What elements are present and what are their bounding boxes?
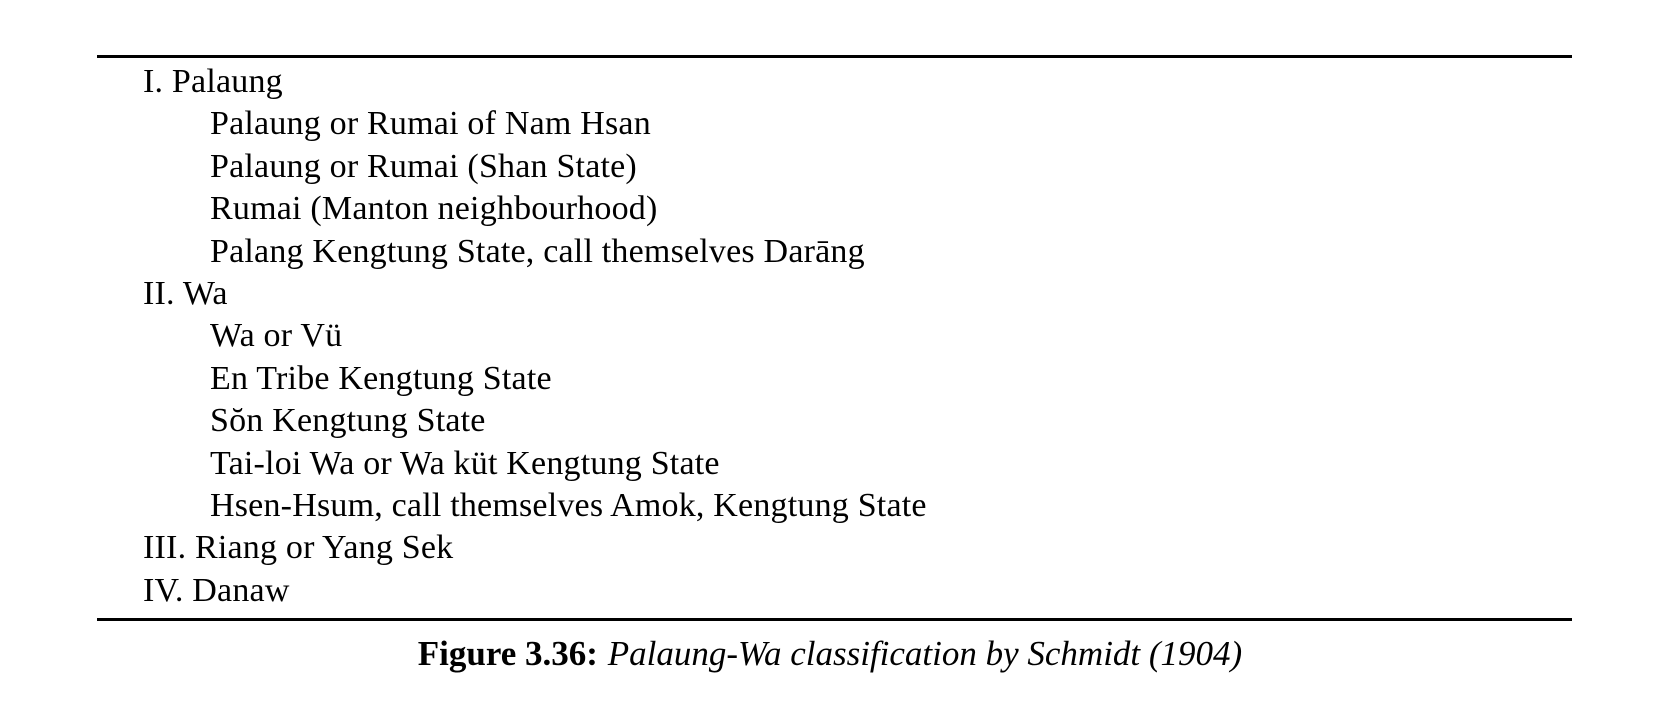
sub-item: Palaung or Rumai (Shan State) xyxy=(210,147,637,185)
figure-bottom-rule xyxy=(97,618,1572,621)
group-item: II. Wa xyxy=(143,275,228,313)
figure-caption-text: Palaung-Wa classification by Schmidt (1904) xyxy=(607,634,1243,673)
group-item: IV. Danaw xyxy=(143,571,290,609)
figure-caption-label: Figure 3.36: xyxy=(417,634,598,673)
sub-item: Palang Kengtung State, call themselves Darāng xyxy=(210,232,865,270)
group-item: I. Palaung xyxy=(143,63,283,100)
figure-caption xyxy=(0,631,1660,677)
classification-figure xyxy=(97,55,1572,621)
sub-item: Rumai (Manton neighbourhood) xyxy=(210,190,658,228)
sub-item: Sŏn Kengtung State xyxy=(210,402,486,440)
sub-item: Hsen-Hsum, call themselves Amok, Kengtung State xyxy=(210,487,927,525)
sub-item: Palaung or Rumai of Nam Hsan xyxy=(210,105,651,143)
sub-item: Wa or Vü xyxy=(210,317,343,355)
group-item: III. Riang or Yang Sek xyxy=(143,529,454,567)
sub-item: Tai-loi Wa or Wa küt Kengtung State xyxy=(210,444,720,482)
classification-list xyxy=(97,58,1572,618)
sub-item: En Tribe Kengtung State xyxy=(210,359,552,397)
